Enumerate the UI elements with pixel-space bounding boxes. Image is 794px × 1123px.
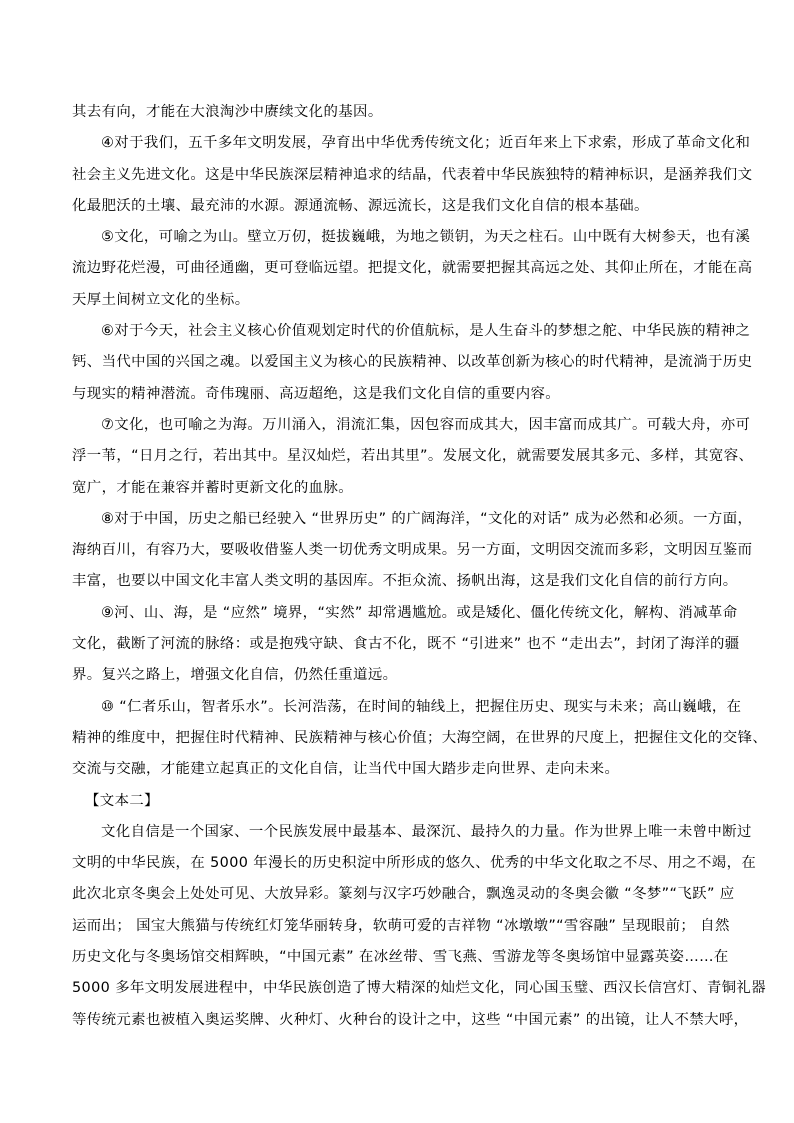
text-line: 丰富，也要以中国文化丰富人类文明的基因库。不拒众流、扬帆出海，这是我们文化自信的前行方向。	[72, 573, 738, 590]
paragraph-10-start: ⑩ “仁者乐山，智者乐水”。长河浩荡，在时间的轴线上，把握住历史、现实与未来；高山巍峨，在	[101, 698, 742, 715]
text-line: 天厚土间树立文化的坐标。	[72, 291, 250, 308]
paragraph-7-start: ⑦文化，也可喻之为海。万川涌入，涓流汇集，因包容而成其大，因丰富而成其广。可载大舟，亦可	[101, 416, 751, 433]
paragraph-6-start: ⑥对于今天，社会主义核心价值观划定时代的价值航标，是人生奋斗的梦想之舵、中华民族的精神之	[101, 323, 751, 340]
text-line: 交流与交融，才能建立起真正的文化自信，让当代中国大踏步走向世界、走向未来。	[72, 761, 620, 778]
text-line: 化最肥沃的土壤、最充沛的水源。源通流畅、源远流长，这是我们文化自信的根本基础。	[72, 197, 649, 214]
document-body	[72, 97, 768, 1036]
text-line: 海纳百川，有容乃大，要吸收借鉴人类一切优秀文明成果。另一方面，文明因交流而多彩，文明因互鉴而	[72, 542, 753, 559]
paragraph-4-start: ④对于我们，五千多年文明发展，孕育出中华优秀传统文化；近百年来上下求索，形成了革命文化和	[101, 135, 751, 152]
section-heading-text-two: 【文本二】	[85, 792, 159, 809]
paragraph-5-start: ⑤文化，可喻之为山。壁立万仞，挺拔巍峨，为地之锁钥，为天之柱石。山中既有大树参天，也有溪	[101, 229, 751, 246]
text-line: 文化，截断了河流的脉络：或是抱残守缺、食古不化，既不 “引进来” 也不 “走出去”，封闭了海洋的疆	[72, 636, 740, 653]
text-line: 社会主义先进文化。这是中华民族深层精神追求的结晶，代表着中华民族独特的精神标识，是涵养我们文	[72, 166, 753, 183]
text-line: 宽广，才能在兼容并蓄时更新文化的血脉。	[72, 479, 354, 496]
text-line: 界。复兴之路上，增强文化自信，仍然任重道远。	[72, 667, 398, 684]
text-line: 运而出； 国宝大熊猫与传统红灯笼华丽转身，软萌可爱的吉祥物 “冰墩墩”“雪容融” 呈现眼前； 自然	[72, 917, 730, 934]
text-two-paragraph-start: 文化自信是一个国家、一个民族发展中最基本、最深沉、最持久的力量。作为世界上唯一未曾中断过	[101, 823, 752, 840]
paragraph-8-start: ⑧对于中国，历史之船已经驶入 “世界历史” 的广阔海洋，“文化的对话” 成为必然和必须。一方面，	[101, 510, 753, 527]
text-line: 其去有向，才能在大浪淘沙中赓续文化的基因。	[72, 104, 383, 120]
text-line: 精神的维度中，把握住时代精神、民族精神与核心价值；大海空阔，在世界的尺度上，把握住文化的交锋、	[72, 729, 768, 746]
text-line: 流边野花烂漫，可曲径通幽，更可登临远望。把提文化，就需要把握其高远之处、其仰止所在，才能在高	[72, 260, 753, 277]
text-line: 浮一苇，“日月之行，若出其中。星汉灿烂，若出其里”。发展文化，就需要发展其多元、多样，其宽容、	[72, 448, 754, 465]
paragraph-9-start: ⑨河、山、海，是 “应然” 境界，“实然” 却常遇尴尬。或是矮化、僵化传统文化，解构、消减革命	[101, 604, 738, 621]
text-line: 文明的中华民族，在 5000 年漫长的历史积淀中所形成的悠久、优秀的中华文化取之不尽、用之不竭，在	[72, 855, 757, 872]
text-line: 5000 多年文明发展进程中，中华民族创造了博大精深的灿烂文化，同心国玉璧、西汉长信宫灯、青铜礼器	[72, 980, 766, 997]
text-line: 等传统元素也被植入奥运奖牌、火种灯、火种台的设计之中，这些 “中国元素” 的出镜，让人不禁大呼，	[72, 1011, 749, 1028]
text-line: 钙、当代中国的兴国之魂。以爱国主义为核心的民族精神、以改革创新为核心的时代精神，是流淌于历史	[72, 354, 753, 371]
text-line: 此次北京冬奥会上处处可见、大放异彩。篆刻与汉字巧妙融合，飘逸灵动的冬奥会徽 “冬梦”“飞跃” 应	[72, 886, 735, 903]
text-line: 历史文化与冬奥场馆交相辉映，“中国元素” 在冰丝带、雪飞燕、雪游龙等冬奥场馆中显露英姿……在	[72, 949, 729, 966]
text-line: 与现实的精神潜流。奇伟瑰丽、高迈超绝，这是我们文化自信的重要内容。	[72, 385, 561, 402]
